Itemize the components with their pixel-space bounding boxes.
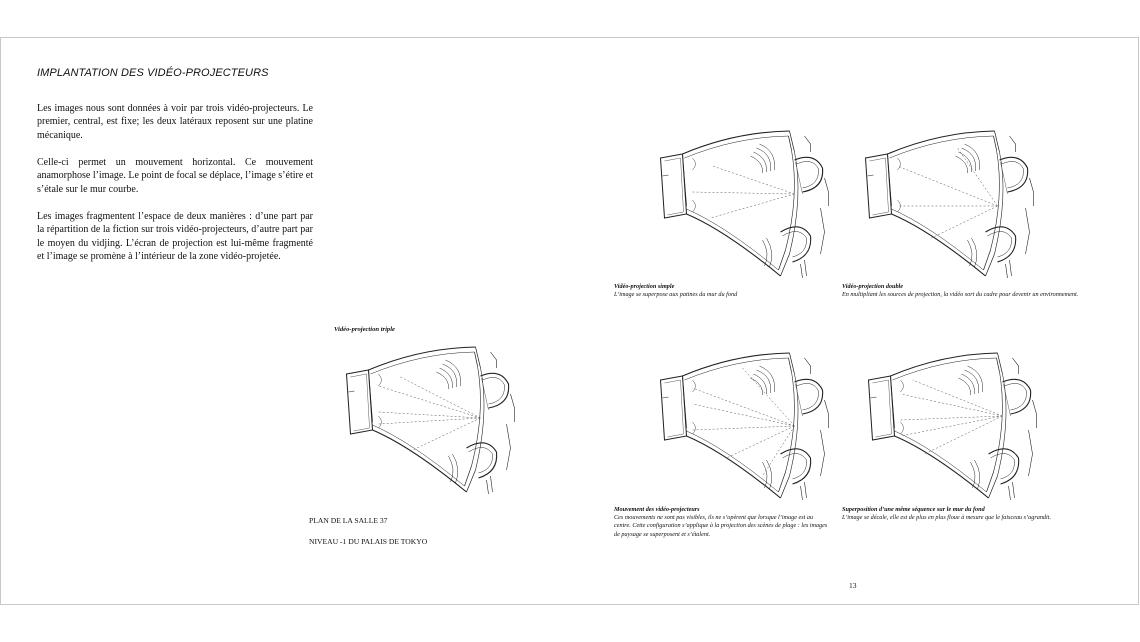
page-number: 13: [849, 581, 857, 590]
paragraph-fragmentation: Les images fragmentent l’espace de deux manières : d’une part par la répartition de la fiction sur trois vidéo-projecteurs, d’autre part par le moyen du vidjing. L’écran de projection est lui-même fragmenté et l’image se promène à l’intérieur de la zone vidéo-projetée.: [37, 211, 313, 263]
caption-simple-title: Vidéo-projection simple: [614, 283, 675, 290]
caption-mouvement-title: Mouvement des vidéo-projecteurs: [614, 506, 700, 513]
caption-double-body: En multipliant les sources de projection, la vidéo sort du cadre pour devenir un environnement.: [842, 291, 1079, 299]
caption-superposition: [842, 506, 1132, 522]
plan-double: [855, 128, 1045, 278]
plan-level: NIVEAU -1 DU PALAIS DE TOKYO: [309, 537, 428, 546]
caption-double: [842, 283, 1132, 299]
plan-triple: [336, 344, 526, 494]
caption-double-title: Vidéo-projection double: [842, 283, 904, 290]
section-heading: IMPLANTATION DES VIDÉO-PROJECTEURS: [37, 67, 269, 79]
plan-superposition: [858, 350, 1048, 500]
plan-mouvement: [650, 350, 840, 500]
paragraph-movement: Celle-ci permet un mouvement horizontal. Ce mouvement anamorphose l’image. Le point de focal se déplace, l’image s’étire et s’étale sur le mur courbe.: [37, 157, 313, 195]
caption-mouvement-body: Ces mouvements ne sont pas visibles, ils ne s’opèrent que lorsque l’image est au centre. Cette configuration s’applique à la projection des scènes de plage : les images de paysage se superposent et s’étalent.: [614, 514, 828, 538]
caption-superposition-body: L’image se décale, elle est de plus en plus floue à mesure que le faisceau s’agrandit.: [842, 514, 1052, 522]
plan-title: PLAN DE LA SALLE 37: [309, 516, 388, 525]
paragraph-intro: Les images nous sont données à voir par trois vidéo-projecteurs. Le premier, central, est fixe; les deux latéraux reposent sur une platine mécanique.: [37, 103, 313, 141]
plan-simple: [650, 128, 840, 278]
caption-simple: [614, 283, 814, 299]
caption-simple-body: L’image se superpose aux patines du mur du fond: [614, 291, 738, 299]
caption-mouvement: [614, 506, 830, 539]
caption-triple-title: Vidéo-projection triple: [334, 326, 395, 333]
caption-superposition-title: Superposition d’une même séquence sur le mur du fond: [842, 506, 985, 513]
